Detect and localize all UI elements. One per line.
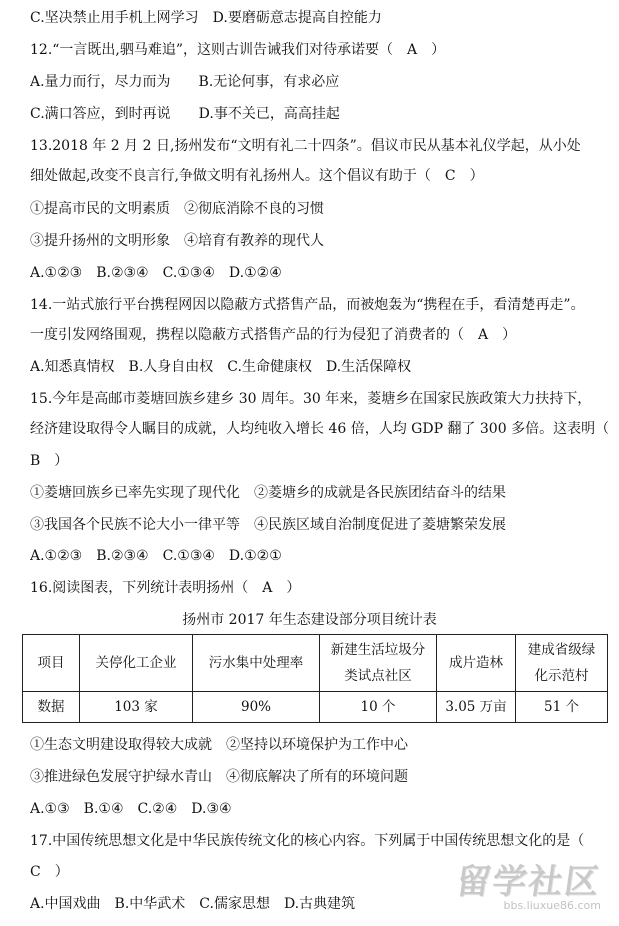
table-header-row [23,635,608,692]
question-13-statements-34: ③提升扬州的文明形象 ④培育有教养的现代人 [30,233,324,249]
question-17-close: ） [54,864,69,880]
question-14-answer: A [478,327,489,343]
question-16-choices: A.①③ B.①④ C.②④ D.③④ [30,801,232,817]
table-header-text: 类试点社区 [344,668,412,684]
question-16-stem: 16.阅读图表，下列统计表明扬州（ [30,580,249,596]
question-14-stem-line1: 14.一站式旅行平台携程网因以隐蔽方式搭售产品，而被炮轰为“携程在手，看清楚再走”。 [30,297,585,313]
table-row [23,692,608,723]
question-16-close: ） [286,580,301,596]
question-16-answer: A [262,580,273,596]
table-header-cell: 关停化工企业 [80,635,193,692]
table-header-text: 化示范村 [534,668,589,684]
table-cell: 3.05 万亩 [437,692,516,723]
table-cell: 90% [193,692,320,723]
question-15-stem-line1: 15.今年是高邮市菱塘回族乡建乡 30 周年。30 年来，菱塘乡在国家民族政策大力扶持下， [30,391,592,407]
table-cell: 51 个 [516,692,608,723]
table-caption: 扬州市 2017 年生态建设部分项目统计表 [182,612,437,628]
question-15-statements-12: ①菱塘回族乡已率先实现了现代化 ②菱塘乡的成就是各民族团结奋斗的结果 [30,485,506,501]
question-13-stem-line2: 细处做起,改变不良言行,争做文明有礼扬州人。这个倡议有助于（ [30,168,431,184]
question-17-choices: A.中国戏曲 B.中华武术 C.儒家思想 D.古典建筑 [30,896,356,912]
question-15-choices: A.①②③ B.②③④ C.①③④ D.①②① [30,548,282,564]
table-header-cell: 成片造林 [437,635,516,692]
question-12 [30,40,610,60]
question-16-statements-34: ③推进绿色发展守护绿水青山 ④彻底解决了所有的环境问题 [30,769,408,785]
question-14-choices: A.知悉真情权 B.人身自由权 C.生命健康权 D.生活保障权 [30,359,412,375]
question-12-options-ab: A.量力而行，尽力而为 B.无论何事，有求必应 [30,74,340,90]
question-12-answer: A [407,42,418,58]
question-14 [30,325,610,345]
question-15-answer-line [30,451,610,471]
question-12-options-cd: C.满口答应，到时再说 D.事不关已，高高挂起 [30,106,340,122]
statistics-table [22,634,608,723]
question-16-statements-12: ①生态文明建设取得较大成就 ②坚持以环境保护为工作中心 [30,737,408,753]
table-header-cell [320,635,437,692]
question-13-stem-line1: 13.2018 年 2 月 2 日,扬州发布“文明有礼二十四条”。倡议市民从基本礼仪学起，从小处 [30,138,581,154]
q11-option-cd: C.坚决禁止用手机上网学习 D.要磨砺意志提高自控能力 [30,10,382,26]
question-13 [30,166,610,186]
table-header-text: 新建生活垃圾分 [330,642,426,658]
table-header-cell [516,635,608,692]
question-14-close: ） [502,327,517,343]
table-header-cell: 污水集中处理率 [193,635,320,692]
table-cell: 数据 [23,692,80,723]
question-15-close: ） [54,453,69,469]
table-header-cell: 项目 [23,635,80,692]
question-13-answer: C [444,168,456,184]
question-17-answer: C [30,864,41,880]
table-header-text: 建成省级绿 [527,642,596,658]
question-16 [30,578,610,598]
question-13-choices: A.①②③ B.②③④ C.①③④ D.①②④ [30,265,282,281]
question-17-stem: 17.中国传统思想文化是中华民族传统文化的核心内容。下列属于中国传统思想文化的是（ [30,833,585,849]
question-15-answer: B [30,453,41,469]
question-12-stem: 12.“一言既出,驷马难追”，这则古训告诫我们对待承诺要（ [30,42,394,58]
watermark [453,854,604,912]
watermark-url: bbs.liuxue86.com [503,899,601,912]
table-cell: 10 个 [320,692,437,723]
question-12-close: ） [431,42,446,58]
question-13-statements-12: ①提高市民的文明素质 ②彻底消除不良的习惯 [30,201,324,217]
question-15-stem-line2: 经济建设取得令人瞩目的成就，人均纯收入增长 46 倍，人均 GDP 翻了 300 多倍。这表明（ [30,421,610,437]
table-cell: 103 家 [80,692,193,723]
watermark-logo: 留学社区 [453,862,604,902]
question-15-statements-34: ③我国各个民族不论大小一律平等 ④民族区域自治制度促进了菱塘繁荣发展 [30,517,506,533]
question-14-stem-line2: 一度引发网络围观，携程以隐蔽方式搭售产品的行为侵犯了消费者的（ [30,327,464,343]
question-13-close: ） [469,168,484,184]
